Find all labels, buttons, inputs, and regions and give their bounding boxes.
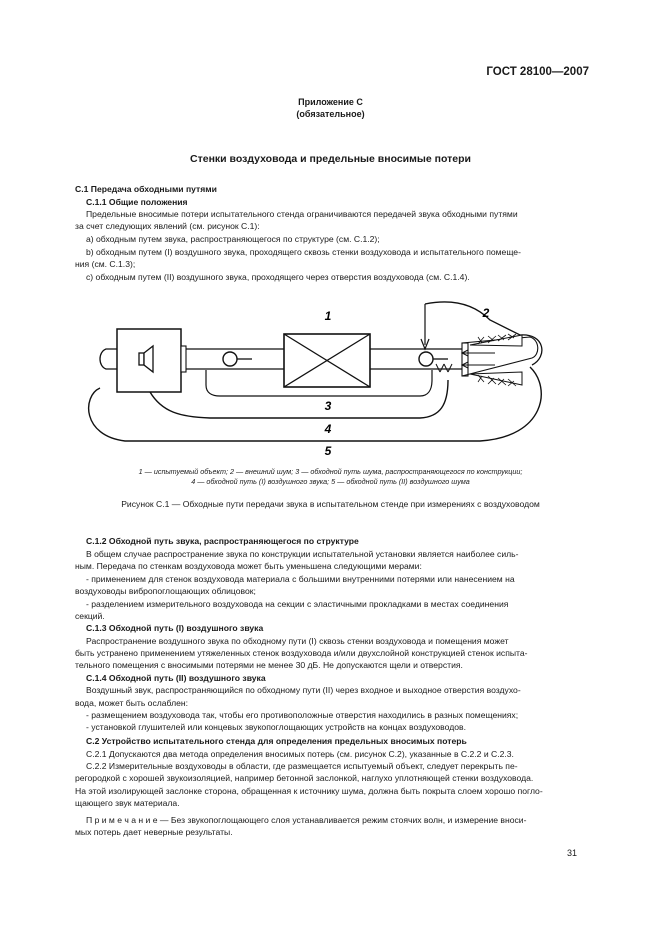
figure-legend-line-2: 4 — обходной путь (I) воздушного звука; 5 — обходной путь (II) воздушного шума [191, 477, 470, 486]
c11-item-c: c) обходным путем (II) воздушного звука, проходящего через отверстия воздуховода (см. С.1.4). [86, 272, 470, 282]
c22-line-2: регородкой с хорошей звукоизоляцией, например бетонной заслонкой, наглухо уплотняющей стенки воздуховода. [75, 773, 534, 783]
c22-line-4: щающего звук материала. [75, 798, 180, 808]
c14-para-line-1: Воздушный звук, распространяющийся по обходному пути (II) через входное и выходное отверстия воздухо- [86, 685, 521, 695]
c11-intro-line-2: за счет следующих явлений (см. рисунок С.1): [75, 221, 260, 231]
c13-heading: С.1.3 Обходной путь (I) воздушного звука [86, 623, 264, 633]
note-line-2: мых потерь дает неверные результаты. [75, 827, 233, 837]
duct-left-stub [100, 349, 117, 369]
figure-legend-line-1: 1 — испытуемый объект; 2 — внешний шум; 3 — обходной путь шума, распространяющегося по конструкции; [138, 467, 523, 476]
c22-line-1: С.2.2 Измерительные воздуховоды в области, где размещается испытуемый объект, следует перекрыть пе- [86, 761, 518, 771]
c12-dash-1-line-1: - применением для стенок воздуховода материала с большими внутренними потерями или нанесением на [86, 574, 515, 584]
c14-dash-1: - размещением воздуховода так, чтобы его противоположные отверстия находились в разных помещениях; [86, 710, 519, 720]
figure-caption: Рисунок С.1 — Обходные пути передачи звука в испытательном стенде при измерениях с воздуховодом [121, 499, 540, 509]
up-arrow-icon [444, 364, 452, 372]
c12-para-line-2: ным. Передача по стенкам воздуховода может быть уменьшена следующими мерами: [75, 561, 422, 571]
c21-text: С.2.1 Допускаются два метода определения вносимых потерь (см. рисунок С.2), указанные в С.2.2 и С.2.3. [86, 749, 514, 759]
document-code: ГОСТ 28100—2007 [486, 66, 589, 78]
section-title: Стенки воздуховода и предельные вносимые потери [190, 153, 471, 165]
test-object-box [284, 334, 370, 387]
figure-label-3: 3 [324, 399, 332, 413]
c11-intro-line-1: Предельные вносимые потери испытательного стенда ограничиваются передачей звука обходными путями [86, 209, 518, 219]
c14-para-line-2: вода, может быть ослаблен: [75, 698, 189, 708]
appendix-status: (обязательное) [296, 109, 365, 119]
c12-para-line-1: В общем случае распространение звука по конструкции испытательной установки является наиболее силь- [86, 549, 519, 559]
c12-dash-1-line-2: воздуховоды вибропоглощающих облицовок; [75, 586, 256, 596]
c11-heading: С.1.1 Общие положения [86, 197, 188, 207]
c11-item-b-line-1: b) обходным путем (I) воздушного звука, проходящего сквозь стенки воздуховода и испытательного помеще- [86, 247, 521, 257]
c12-heading: С.1.2 Обходной путь звука, распространяющегося по структуре [86, 536, 359, 546]
up-arrow-icon [436, 364, 444, 372]
c13-para-line-1: Распространение воздушного звука по обходному пути (I) сквозь стенки воздуховода и помещения может [86, 636, 509, 646]
c12-dash-2-line-1: - разделением измерительного воздуховода на секции с эластичными прокладками в местах соединения [86, 599, 509, 609]
figure-label-2: 2 [482, 306, 490, 320]
figure-label-1: 1 [324, 309, 332, 323]
c13-para-line-3: тельного помещения с вносимыми потерями не менее 30 дБ. Не допускаются щели и отверстия. [75, 660, 463, 670]
c13-para-line-2: быть устранено применением утяжеленных стенок воздуховода и/или двухслойной конструкцией стенок испыта- [75, 648, 528, 658]
appendix-title: Приложение С [298, 97, 363, 107]
c2-heading: С.2 Устройство испытательного стенда для определения предельных вносимых потерь [86, 736, 467, 746]
figure-c1-diagram [70, 292, 570, 462]
microphone-left-icon [223, 352, 252, 366]
c14-heading: С.1.4 Обходной путь (II) воздушного звука [86, 673, 266, 683]
c22-line-3: На этой изолирующей заслонке сторона, обращенная к источнику шума, должна быть покрыта слоем хорошо погло- [75, 786, 543, 796]
c14-dash-2: - установкой глушителей или концевых звукопоглощающих устройств на концах воздуховодов. [86, 722, 466, 732]
c12-dash-2-line-2: секций. [75, 611, 105, 621]
c1-heading: С.1 Передача обходными путями [75, 184, 217, 194]
note-line-1: П р и м е ч а н и е — Без звукопоглощающего слоя устанавливается режим стоячих волн, и измерение вноси- [86, 815, 527, 825]
c11-item-b-line-2: ния (см. С.1.3); [75, 259, 136, 269]
page-number: 31 [566, 848, 577, 858]
figure-label-4: 4 [324, 422, 332, 436]
source-duct-flange [181, 346, 186, 372]
duct-end-flange [462, 343, 468, 376]
c11-item-a: a) обходным путем звука, распространяющегося по структуре (см. С.1.2); [86, 234, 380, 244]
figure-label-5: 5 [324, 444, 332, 458]
